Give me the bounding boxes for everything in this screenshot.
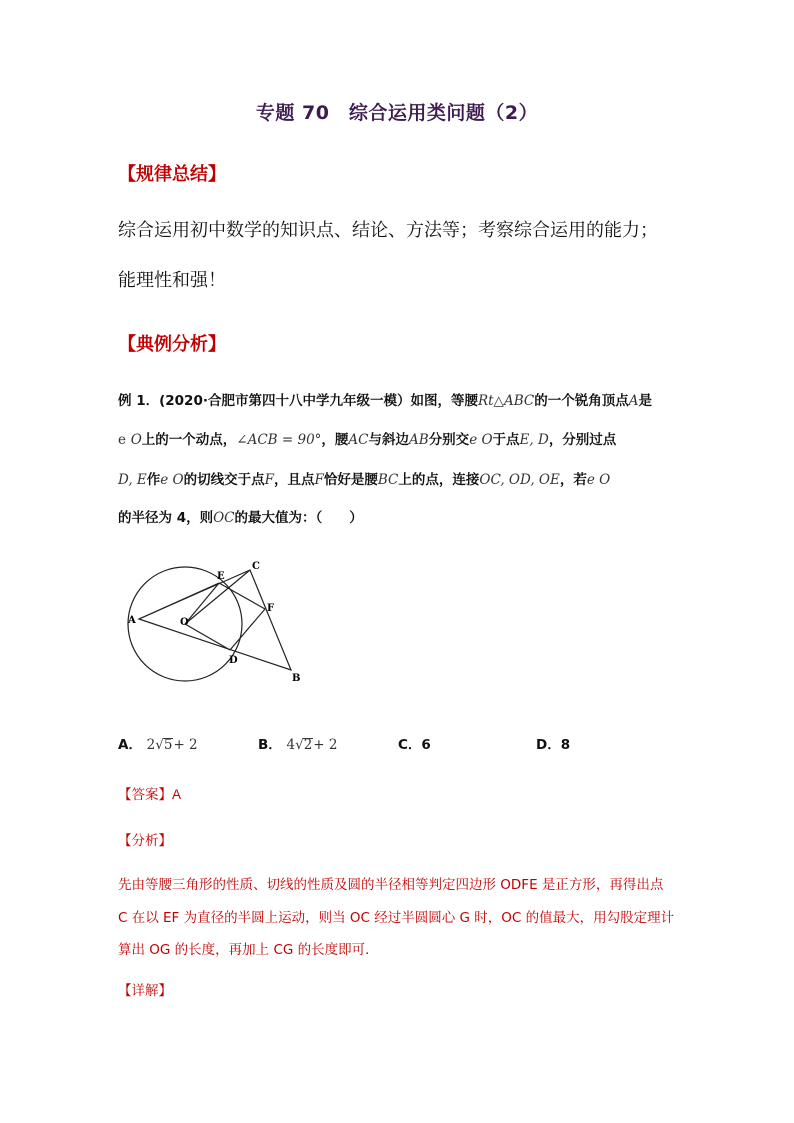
option-a[interactable]: A． 2√5+ 2 xyxy=(118,737,198,753)
detail-heading: 【详解】 xyxy=(118,983,172,999)
label-d: D xyxy=(229,655,238,666)
question-line-4: 的半径为 4，则OC的最大值为：（ ） xyxy=(118,510,363,526)
question-line-3: D, E作e O的切线交于点F，且点F恰好是腰BC上的点，连接OC, OD, OE，若e O xyxy=(118,472,611,488)
analysis-line-3: 算出 OG 的长度，再加上 CG 的长度即可． xyxy=(118,942,379,958)
label-f: F xyxy=(267,603,275,614)
answer-line: 【答案】A xyxy=(118,787,182,803)
analysis-heading: 【分析】 xyxy=(118,833,172,849)
rule-line-1: 综合运用初中数学的知识点、结论、方法等；考察综合运用的能力； xyxy=(118,220,658,241)
label-a: A xyxy=(128,615,136,626)
rule-line-2: 能理性和强！ xyxy=(118,270,226,291)
analysis-line-2: C 在以 EF 为直径的半圆上运动，则当 OC 经过半圆圆心 G 时，OC 的值最大，用勾股定理计 xyxy=(118,910,675,926)
question-line-2: e O上的一个动点，∠ACB = 90°，腰AC与斜边AB分别交e O于点E, D，分别过点 xyxy=(118,432,617,448)
label-b: B xyxy=(292,673,301,684)
analysis-line-1: 先由等腰三角形的性质、切线的性质及圆的半径相等判定四边形 ODFE 是正方形，再得出点 xyxy=(118,877,664,893)
label-o: O xyxy=(180,617,189,628)
geometry-figure xyxy=(126,555,311,690)
example-heading: 【典例分析】 xyxy=(118,334,226,355)
rule-heading: 【规律总结】 xyxy=(118,164,226,185)
question-line-1: 例 1．(2020·合肥市第四十八中学九年级一模）如图，等腰Rt△ABC的一个锐角顶点A是 xyxy=(118,393,652,409)
option-c[interactable]: C．6 xyxy=(398,737,431,753)
option-b[interactable]: B． 4√2+ 2 xyxy=(258,737,338,753)
label-c: C xyxy=(252,561,260,572)
page-title: 专题 70 综合运用类问题（2） xyxy=(255,102,539,124)
label-e: E xyxy=(217,571,225,582)
option-d[interactable]: D．8 xyxy=(536,737,571,753)
